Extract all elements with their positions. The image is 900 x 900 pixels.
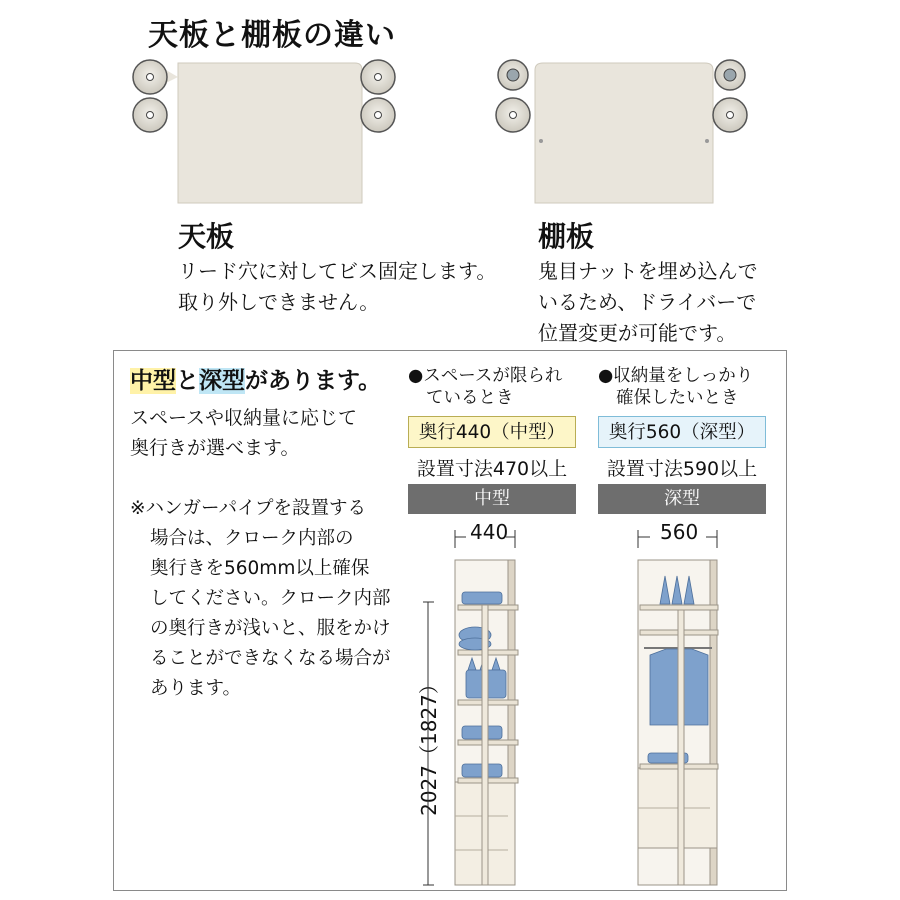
note-line: してください。クローク内部: [150, 588, 391, 609]
deep-condition: [598, 365, 778, 409]
medium-type-bar: 中型: [408, 484, 576, 514]
body-line: スペースや収納量に応じて: [130, 407, 358, 429]
shelf-board-line: 鬼目ナットを埋め込んで: [538, 259, 758, 283]
note-line: 場合は、クローク内部の: [150, 528, 354, 549]
note-line: あります。: [150, 678, 242, 699]
top-board-title: 天板: [178, 220, 235, 253]
medium-condition-line: ●スペースが限られ: [408, 366, 563, 386]
hanger-note: [130, 494, 398, 704]
shelf-board-description: [538, 256, 758, 349]
medium-install-size: 設置寸法470以上: [416, 458, 568, 480]
depth-body-text: [130, 403, 357, 463]
shelf-board-line: 位置変更が可能です。: [538, 321, 737, 345]
top-board-illustration: [130, 55, 410, 210]
deep-condition-line: 確保したいとき: [616, 388, 739, 408]
headline-medium: 中型: [130, 368, 176, 394]
medium-unit-illustration: [420, 520, 530, 890]
headline-deep: 深型: [199, 368, 245, 394]
body-line: 奥行きが選べます。: [130, 437, 300, 459]
headline-and: と: [176, 368, 199, 394]
medium-condition-line: ているとき: [426, 388, 514, 408]
deep-unit-illustration: [620, 520, 730, 890]
deep-width-dimension: 560: [660, 520, 699, 544]
top-board-description: [178, 256, 496, 318]
headline-suffix: があります。: [245, 368, 382, 394]
depth-headline: [130, 362, 381, 395]
deep-type-bar: 深型: [598, 484, 766, 514]
note-line: ※ハンガーパイプを設置する: [130, 498, 367, 519]
medium-depth-badge: 奥行440（中型）: [408, 416, 576, 448]
shelf-board-title: 棚板: [538, 220, 595, 253]
medium-width-dimension: 440: [470, 520, 509, 544]
note-line: 奥行きを560mm以上確保: [150, 558, 370, 579]
page-title: 天板と棚板の違い: [148, 18, 396, 53]
deep-depth-badge: 奥行560（深型）: [598, 416, 766, 448]
deep-condition-line: ●収納量をしっかり: [598, 366, 754, 386]
shelf-board-line: いるため、ドライバーで: [538, 290, 757, 314]
deep-install-size: 設置寸法590以上: [606, 458, 758, 480]
top-board-line: リード穴に対してビス固定します。: [178, 259, 497, 283]
top-board-line: 取り外しできません。: [178, 290, 380, 314]
height-dimension: 2027（1827）: [417, 674, 441, 816]
note-line: の奥行きが浅いと、服をかけ: [150, 618, 391, 639]
medium-condition: [408, 365, 588, 409]
shelf-board-illustration: [495, 55, 775, 210]
note-line: ることができなくなる場合が: [150, 648, 391, 669]
